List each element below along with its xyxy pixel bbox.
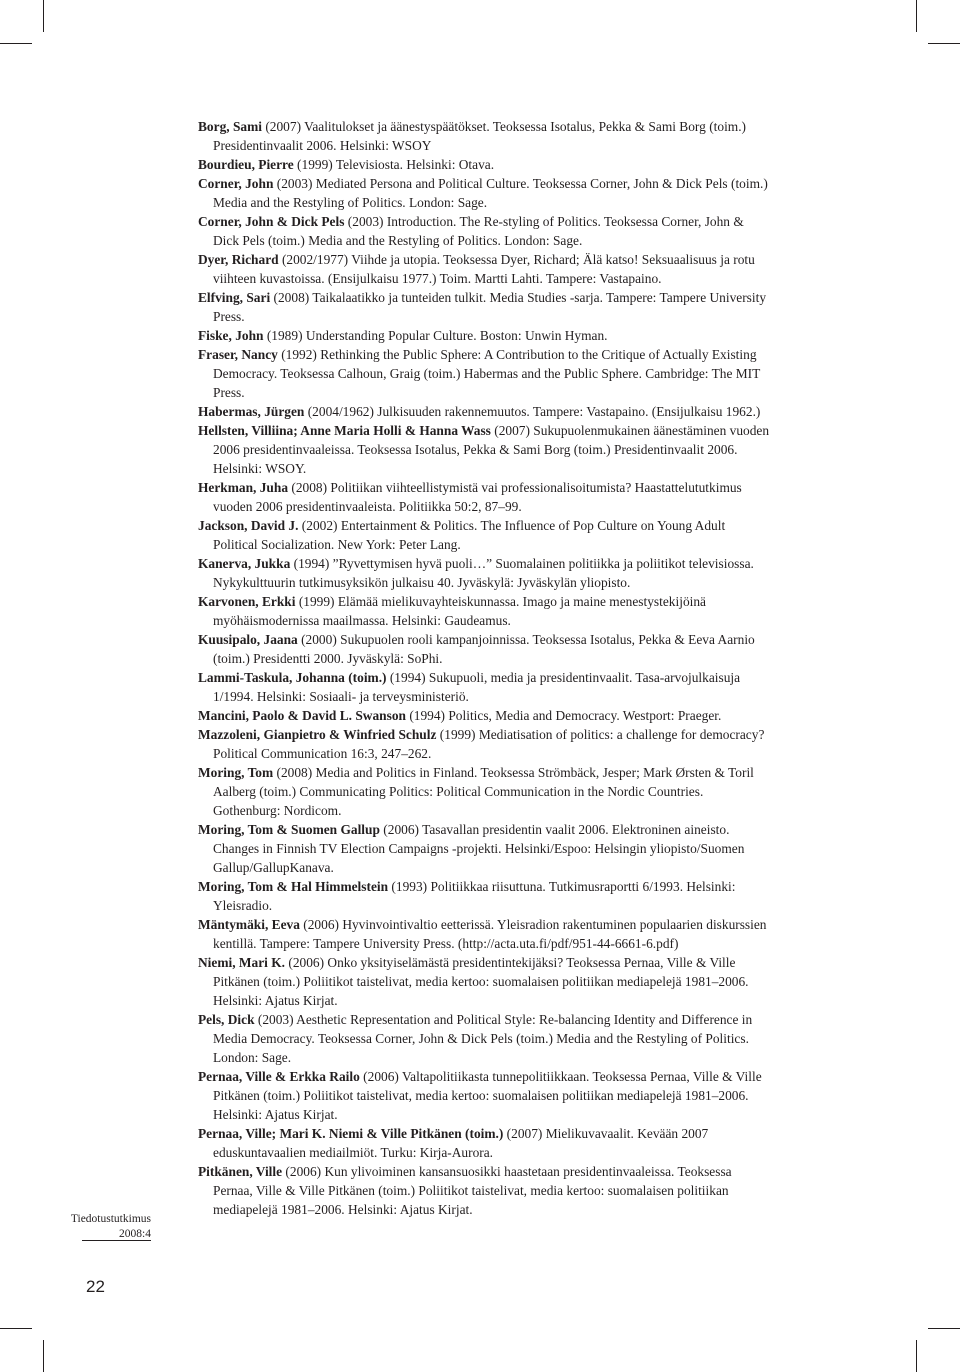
reference-text: (1999) Televisiosta. Helsinki: Otava. — [293, 157, 495, 172]
reference-text: (2008) Politiikan viihteellistymistä vai professionalisoitumista? Haastattelututkimus vuoden 2006 presidentinvaaleista. Politiikka 50:2, 87–99. — [213, 480, 742, 514]
reference-author: Kuusipalo, Jaana — [198, 632, 298, 647]
reference-entry — [198, 725, 773, 763]
reference-text: (2006) Onko yksityiselämästä presidentintekijäksi? Teoksessa Pernaa, Ville & Ville Pitkänen (toim.) Poliitikot taistelivat, media kertoo: suomalaisen politiikan mediapelejä 1981–2006. Helsinki: Ajatus Kirjat. — [213, 955, 749, 1008]
journal-sidebar — [40, 1212, 151, 1242]
reference-entry — [198, 1162, 773, 1219]
sidebar-rule — [82, 1240, 151, 1241]
reference-author: Pels, Dick — [198, 1012, 255, 1027]
reference-author: Kanerva, Jukka — [198, 556, 291, 571]
reference-author: Moring, Tom & Suomen Gallup — [198, 822, 380, 837]
reference-entry — [198, 706, 773, 725]
crop-mark-top-right — [916, 0, 917, 32]
reference-entry — [198, 288, 773, 326]
reference-entry — [198, 155, 773, 174]
reference-entry — [198, 915, 773, 953]
reference-list — [198, 117, 773, 1219]
reference-text: (1999) Elämää mielikuvayhteiskunnassa. Imago ja maine menestystekijöinä myöhäismodernissa maailmassa. Helsinki: Gaudeamus. — [213, 594, 707, 628]
reference-entry — [198, 250, 773, 288]
reference-author: Pernaa, Ville & Erkka Railo — [198, 1069, 360, 1084]
reference-text: (2007) Sukupuolenmukainen äänestäminen vuoden 2006 presidentinvaaleissa. Teoksessa Isotalus, Pekka & Sami Borg (toim.) Presidentinvaalit 2006. Helsinki: WSOY. — [213, 423, 770, 476]
reference-entry — [198, 421, 773, 478]
crop-mark-top-left-h — [0, 43, 32, 44]
reference-entry — [198, 516, 773, 554]
reference-text: (2002/1977) Viihde ja utopia. Teoksessa Dyer, Richard; Älä katso! Seksuaalisuus ja rotu viihteen kuvastoissa. (Ensijulkaisu 1977.) Toim. Martti Lahti. Tampere: Vastapaino. — [213, 252, 755, 286]
reference-author: Pitkänen, Ville — [198, 1164, 283, 1179]
reference-text: (2002) Entertainment & Politics. The Influence of Pop Culture on Young Adult Political Socialization. New York: Peter Lang. — [213, 518, 726, 552]
reference-entry — [198, 478, 773, 516]
journal-issue: 2008:4 — [119, 1228, 151, 1240]
reference-author: Pernaa, Ville; Mari K. Niemi & Ville Pitkänen (toim.) — [198, 1126, 504, 1141]
reference-entry — [198, 554, 773, 592]
reference-author: Corner, John — [198, 176, 274, 191]
reference-author: Dyer, Richard — [198, 252, 279, 267]
reference-text: (2003) Introduction. The Re-styling of Politics. Teoksessa Corner, John & Dick Pels (toim.) Media and the Restyling of Politics. London: Sage. — [213, 214, 744, 248]
crop-mark-bottom-left — [43, 1340, 44, 1372]
reference-text: (1993) Politiikkaa riisuttuna. Tutkimusraportti 6/1993. Helsinki: Yleisradio. — [213, 879, 736, 913]
crop-mark-top-left — [43, 0, 44, 32]
reference-text: (1994) Sukupuoli, media ja presidentinvaalit. Tasa-arvojulkaisuja 1/1994. Helsinki: Sosiaali- ja terveysministeriö. — [213, 670, 741, 704]
reference-text: (2003) Mediated Persona and Political Culture. Teoksessa Corner, John & Dick Pels (toim.) Media and the Restyling of Politics. London: Sage. — [213, 176, 768, 210]
reference-text: (2000) Sukupuolen rooli kampanjoinnissa. Teoksessa Isotalus, Pekka & Eeva Aarnio (toim.) Presidentti 2000. Jyväskylä: SoPhi. — [213, 632, 755, 666]
reference-author: Moring, Tom & Hal Himmelstein — [198, 879, 389, 894]
reference-entry — [198, 1010, 773, 1067]
reference-entry — [198, 1124, 773, 1162]
reference-text: (1992) Rethinking the Public Sphere: A Contribution to the Critique of Actually Existing Democracy. Teoksessa Calhoun, Graig (toim.) Habermas and the Public Sphere. Cambridge: The MIT Press. — [213, 347, 761, 400]
crop-mark-bottom-right-h — [928, 1328, 960, 1329]
reference-text: (1989) Understanding Popular Culture. Boston: Unwin Hyman. — [263, 328, 608, 343]
reference-author: Jackson, David J. — [198, 518, 299, 533]
reference-entry — [198, 402, 773, 421]
reference-text: (2003) Aesthetic Representation and Political Style: Re-balancing Identity and Difference in Media Democracy. Teoksessa Corner, John & Dick Pels (toim.) Media and the Restyling of Politics. London: Sage. — [213, 1012, 753, 1065]
reference-entry — [198, 1067, 773, 1124]
reference-text: (2008) Media and Politics in Finland. Teoksessa Strömbäck, Jesper; Mark Ørsten & Toril Aalberg (toim.) Communicating Politics: Political Communication in the Nordic Countries. Gothenburg: Nordicom. — [213, 765, 754, 818]
reference-author: Fiske, John — [198, 328, 264, 343]
reference-author: Mancini, Paolo & David L. Swanson — [198, 708, 406, 723]
reference-author: Borg, Sami — [198, 119, 262, 134]
reference-author: Corner, John & Dick Pels — [198, 214, 345, 229]
reference-entry — [198, 763, 773, 820]
reference-entry — [198, 668, 773, 706]
reference-author: Bourdieu, Pierre — [198, 157, 294, 172]
reference-author: Fraser, Nancy — [198, 347, 278, 362]
page-number: 22 — [86, 1277, 105, 1296]
reference-entry — [198, 592, 773, 630]
reference-author: Moring, Tom — [198, 765, 274, 780]
reference-author: Karvonen, Erkki — [198, 594, 296, 609]
reference-entry — [198, 820, 773, 877]
reference-text: (1999) Mediatisation of politics: a challenge for democracy? Political Communication 16:3, 247–262. — [213, 727, 765, 761]
reference-author: Mazzoleni, Gianpietro & Winfried Schulz — [198, 727, 437, 742]
reference-entry — [198, 326, 773, 345]
reference-text: (1994) Politics, Media and Democracy. Westport: Praeger. — [405, 708, 722, 723]
reference-author: Hellsten, Villiina; Anne Maria Holli & Hanna Wass — [198, 423, 491, 438]
crop-mark-bottom-left-h — [0, 1328, 32, 1329]
reference-entry — [198, 877, 773, 915]
reference-author: Lammi-Taskula, Johanna (toim.) — [198, 670, 387, 685]
reference-text: (2007) Mielikuvavaalit. Kevään 2007 eduskuntavaalien mediailmiöt. Turku: Kirja-Aurora. — [213, 1126, 709, 1160]
reference-author: Herkman, Juha — [198, 480, 289, 495]
reference-entry — [198, 174, 773, 212]
reference-entry — [198, 117, 773, 155]
reference-author: Habermas, Jürgen — [198, 404, 305, 419]
crop-mark-top-right-h — [928, 43, 960, 44]
reference-text: (2006) Kun ylivoiminen kansansuosikki haastetaan presidentinvaaleissa. Teoksessa Pernaa, Ville & Ville Pitkänen (toim.) Poliitikot taistelivat, media kertoo: suomalaisen politiikan mediapelejä 1981–2006. Helsinki: Ajatus Kirjat. — [213, 1164, 732, 1217]
journal-name: Tiedotustutkimus — [70, 1213, 151, 1225]
reference-text: (2006) Tasavallan presidentin vaalit 2006. Elektroninen aineisto. Changes in Finnish TV Election Campaigns -projekti. Helsinki/Espoo: Helsingin yliopisto/Suomen Gallup/GallupKanava. — [213, 822, 745, 875]
reference-text: (2006) Valtapolitiikasta tunnepolitiikkaan. Teoksessa Pernaa, Ville & Ville Pitkänen (toim.) Poliitikot taistelivat, media kertoo: suomalaisen politiikan mediapelejä 1981–2006. Helsinki: Ajatus Kirjat. — [213, 1069, 762, 1122]
crop-mark-bottom-right — [916, 1340, 917, 1372]
reference-entry — [198, 345, 773, 402]
reference-text: (2004/1962) Julkisuuden rakennemuutos. Tampere: Vastapaino. (Ensijulkaisu 1962.) — [304, 404, 761, 419]
reference-text: (2006) Hyvinvointivaltio eetterissä. Yleisradion rakentuminen populaarien diskurssien kentillä. Tampere: Tampere University Press. (http://acta.uta.fi/pdf/951-44-6661-6.pdf) — [213, 917, 767, 951]
reference-entry — [198, 630, 773, 668]
reference-author: Niemi, Mari K. — [198, 955, 286, 970]
reference-entry — [198, 953, 773, 1010]
reference-entry — [198, 212, 773, 250]
reference-text: (1994) ”Ryvettymisen hyvä puoli…” Suomalainen politiikka ja poliitikot televisiossa. Nykykulttuurin tutkimusyksikön julkaisu 40. Jyväskylä: Jyväskylän yliopisto. — [213, 556, 754, 590]
reference-text: (2008) Taikalaatikko ja tunteiden tulkit. Media Studies -sarja. Tampere: Tampere University Press. — [213, 290, 767, 324]
reference-author: Mäntymäki, Eeva — [198, 917, 300, 932]
reference-text: (2007) Vaalitulokset ja äänestyspäätökset. Teoksessa Isotalus, Pekka & Sami Borg (toim.) Presidentinvaalit 2006. Helsinki: WSOY — [213, 119, 747, 153]
reference-author: Elfving, Sari — [198, 290, 271, 305]
